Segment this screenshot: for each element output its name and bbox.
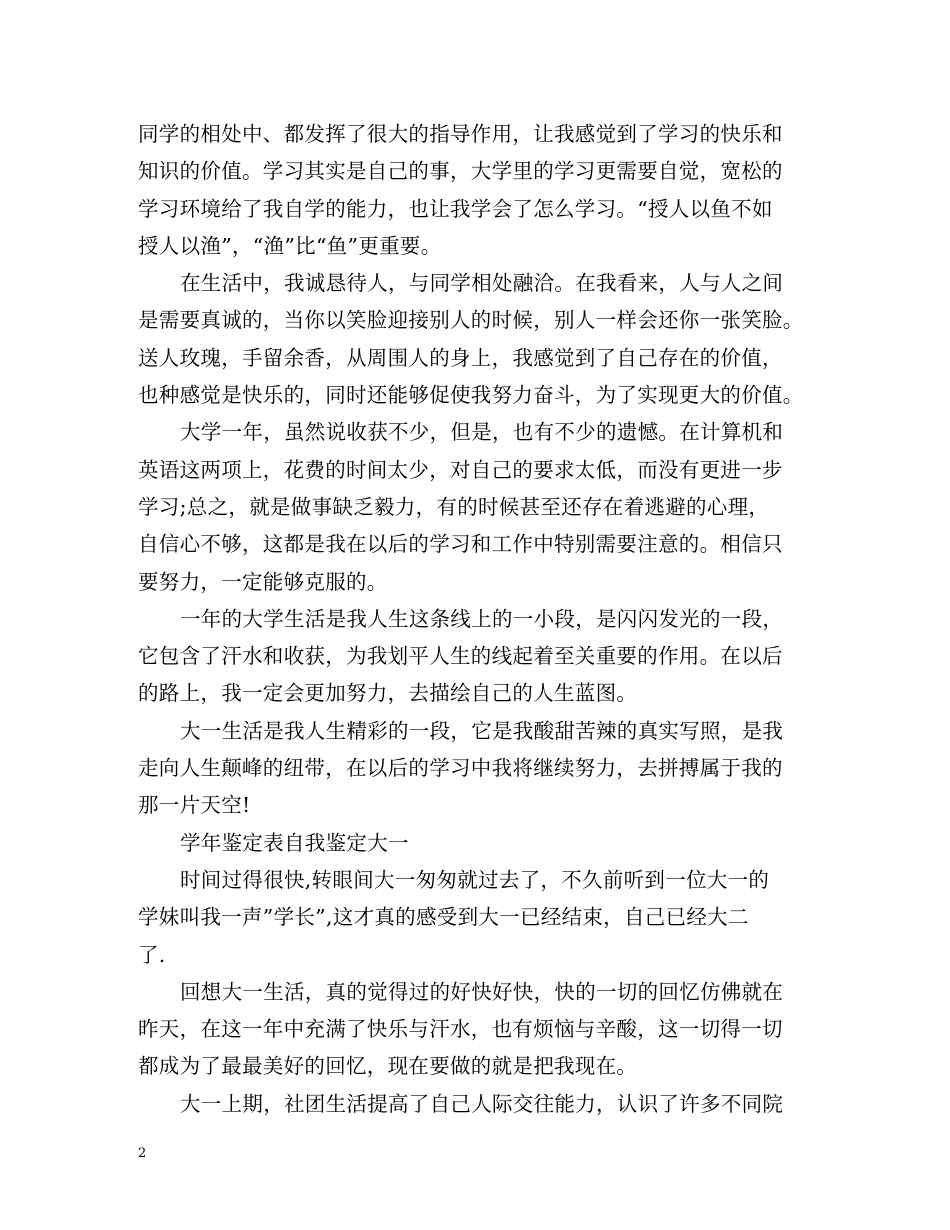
text-line: 大学一年，虽然说收获不少，但是，也有不少的遗憾。在计算机和: [180, 420, 784, 445]
text-line: 知识的价值。学习其实是自己的事，大学里的学习更需要自觉，宽松的: [138, 159, 783, 184]
page-number: 2: [138, 1146, 147, 1161]
text-line: 学年鉴定表自我鉴定大一: [180, 830, 409, 855]
text-line: 大一上期，社团生活提高了自己人际交往能力，认识了许多不同院: [180, 1091, 784, 1116]
text-line: 在生活中，我诚恳待人，与同学相处融洽。在我看来，人与人之间: [180, 271, 784, 296]
text-line: 大一生活是我人生精彩的一段，它是我酸甜苦辣的真实写照，是我: [180, 718, 784, 743]
text-line: 都成为了最最美好的回忆，现在要做的就是把我现在。: [138, 1054, 638, 1079]
text-line: 同学的相处中、都发挥了很大的指导作用，让我感觉到了学习的快乐和: [138, 122, 783, 146]
text-line: 它包含了汗水和收获，为我划平人生的线起着至关重要的作用。在以后: [138, 644, 783, 669]
text-line: 走向人生颠峰的纽带，在以后的学习中我将继续努力，去拼搏属于我的: [138, 756, 783, 781]
text-line: 学妹叫我一声”学长”,这才真的感受到大一已经结束，自己已经大二: [138, 905, 749, 930]
text-line: 一年的大学生活是我人生这条线上的一小段，是闪闪发光的一段，: [180, 606, 784, 631]
text-line: 时间过得很快,转眼间大一匆匆就过去了，不久前听到一位大一的: [180, 867, 770, 892]
text-line: 了.: [138, 942, 166, 967]
text-line: 英语这两项上，花费的时间太少，对自己的要求太低，而没有更进一步: [138, 457, 783, 482]
text-line: 送人玫瑰，手留余香，从周围人的身上，我感觉到了自己存在的价值，: [138, 345, 783, 370]
text-line: 回想大一生活，真的觉得过的好快好快，快的一切的回忆仿佛就在: [180, 979, 784, 1004]
text-line: 是需要真诚的，当你以笑脸迎接别人的时候，别人一样会还你一张笑脸。: [138, 308, 804, 333]
text-line: 要努力，一定能够克服的。: [138, 569, 388, 594]
text-line: 昨天，在这一年中充满了快乐与汗水，也有烦恼与辛酸，这一切得一切: [138, 1017, 783, 1042]
body-text: [138, 116, 828, 1123]
text-line: 学习;总之，就是做事缺乏毅力，有的时候甚至还存在着逃避的心理，: [138, 494, 770, 519]
text-line: 的路上，我一定会更加努力，去描绘自己的人生蓝图。: [138, 681, 638, 706]
text-line: 那一片天空!: [138, 793, 251, 818]
text-line: 也种感觉是快乐的，同时还能够促使我努力奋斗，为了实现更大的价值。: [138, 383, 804, 408]
text-line: 学习环境给了我自学的能力，也让我学会了怎么学习。“授人以鱼不如: [138, 196, 773, 221]
text-line: 授人以渔”，“渔”比“鱼”更重要。: [138, 233, 442, 258]
text-line: 自信心不够，这都是我在以后的学习和工作中特别需要注意的。相信只: [138, 532, 783, 557]
